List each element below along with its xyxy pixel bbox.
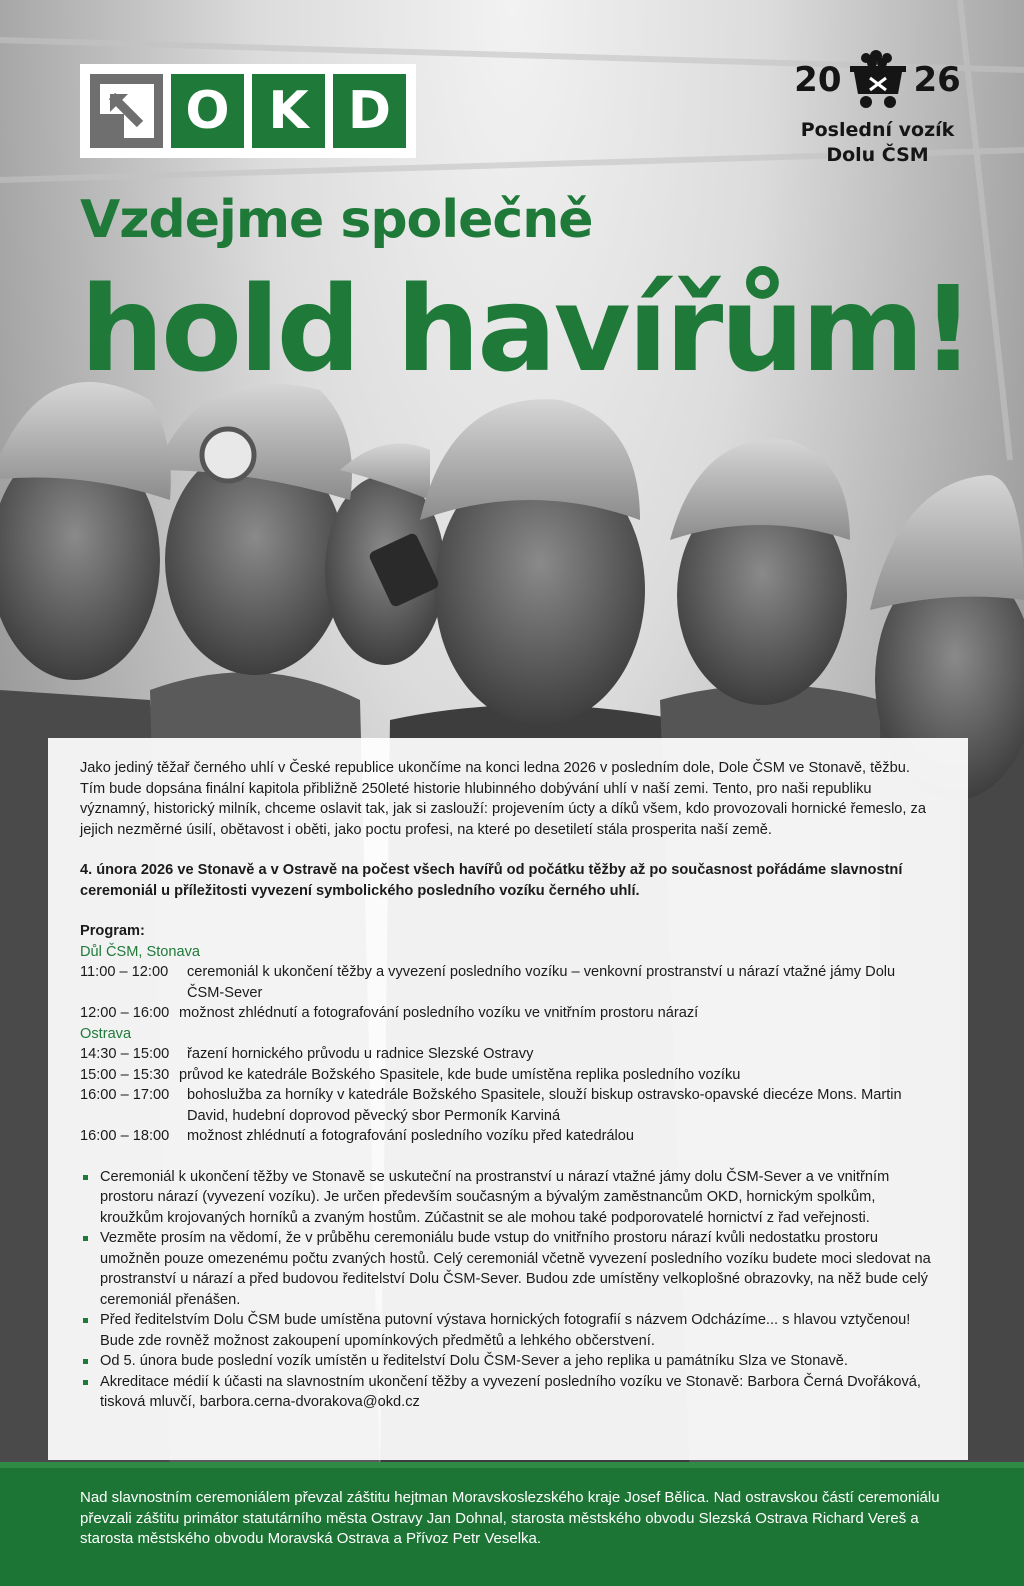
program (80, 921, 936, 1147)
program-item (80, 1044, 936, 1065)
badge-year-left: 20 (794, 60, 842, 100)
badge-line-2: Dolu ČSM (826, 143, 929, 166)
notes-list (80, 1167, 936, 1413)
program-desc: možnost zhlédnutí a fotografování posledního vozíku ve vnitřním prostoru nárazí (179, 1005, 699, 1021)
program-desc: ceremoniál k ukončení těžby a vyvezení posledního vozíku – venkovní prostranství u nárazí vtažné jámy Dolu ČSM-Sever (187, 964, 896, 1001)
program-item (80, 962, 936, 1003)
announcement-paragraph: 4. února 2026 ve Stonavě a v Ostravě na počest všech havířů od počátku těžby až po současnost pořádáme slavnostní ceremoniál u příležitosti vyvezení symbolického posledního vozíku černého uhlí. (80, 862, 903, 899)
program-time: 11:00 – 12:00 (80, 964, 169, 980)
logo-letter-o: O (171, 74, 244, 148)
okd-arrow-mark-icon (90, 74, 163, 148)
logo-letter-k: K (252, 74, 325, 148)
program-desc: bohoslužba za horníky v katedrále Božského Spasitele, slouží biskup ostravsko-opavské diecéze Mons. Martin David, hudební doprovod pěvecký sbor Permoník Karviná (187, 1087, 902, 1124)
note-item: Akreditace médií k účasti na slavnostním ukončení těžby a vyvezení posledního vozíku ve Stonavě: Barbora Černá Dvořáková, tisková mluvčí, barbora.cerna-dvorakova@okd.cz (80, 1372, 936, 1413)
note-item: Od 5. února bude poslední vozík umístěn u ředitelství Dolu ČSM-Sever a jeho replika u památníku Slza ve Stonavě. (80, 1351, 936, 1372)
program-item (80, 1126, 936, 1147)
program-desc: možnost zhlédnutí a fotografování posledního vozíku před katedrálou (187, 1128, 635, 1144)
program-time: 16:00 – 18:00 (80, 1128, 170, 1144)
badge-subtitle (790, 116, 965, 165)
program-desc: průvod ke katedrále Božského Spasitele, kde bude umístěna replika posledního vozíku (179, 1066, 741, 1083)
anniversary-badge (790, 50, 965, 165)
badge-year (790, 50, 965, 110)
footer (0, 1462, 1024, 1586)
program-time: 12:00 – 16:00 (80, 1005, 170, 1021)
okd-logo (80, 64, 416, 158)
program-desc: řazení hornického průvodu u radnice Slezské Ostravy (187, 1046, 534, 1062)
program-item (80, 1065, 936, 1086)
badge-line-1: Poslední vozík (800, 119, 955, 141)
note-item: Ceremoniál k ukončení těžby ve Stonavě se uskuteční na prostranství u nárazí vtažné jámy dolu ČSM-Sever a ve vnitřním prostoru nárazí (vyvezení vozíku). Je určen především současným a bývalým zaměstnancům OKD, hornickým spolkům, kroužkům krojovaných horníků a zvaným hostům. Zúčastnit se ale mohou také podporovatelé hornictví z řad veřejnosti. (80, 1167, 936, 1229)
footer-stripe (0, 1462, 1024, 1468)
badge-year-right: 26 (913, 60, 961, 100)
program-title: Program: (80, 923, 145, 939)
headline-line-2: hold havířům! (80, 260, 973, 398)
mine-cart-icon (846, 50, 910, 110)
program-location-stonava: Důl ČSM, Stonava (80, 943, 201, 960)
info-panel (48, 738, 968, 1460)
program-item (80, 1003, 936, 1024)
program-location-ostrava: Ostrava (80, 1025, 132, 1042)
intro-paragraph: Jako jediný těžař černého uhlí v České republice ukončíme na konci ledna 2026 v posledním dole, Dole ČSM ve Stonavě, těžbu. Tím bude dopsána finální kapitola přibližně 250leté historie hlubinného dobývání uhlí v naší zemi. Tento, pro naši republiku významný, historický milník, chceme oslavit tak, jak si zaslouží: projevením úcty a díků všem, kdo provozovali hornické řemeslo, za jejich nezměrné úsilí, obětavost i oběti, jako poctu profesi, na které po desetiletí stála prosperita naší země. (80, 760, 926, 838)
headline-line-1: Vzdejme společně (80, 190, 593, 250)
program-time: 16:00 – 17:00 (80, 1087, 170, 1103)
program-time: 14:30 – 15:00 (80, 1046, 170, 1062)
program-time: 15:00 – 15:30 (80, 1066, 170, 1083)
note-item: Vezměte prosím na vědomí, že v průběhu ceremoniálu bude vstup do vnitřního prostoru nárazí kvůli nedostatku prostoru umožněn pouze omezenému počtu zvaných hostů. Celý ceremoniál včetně vyvezení posledního vozíku budete moci sledovat na prostranství u nárazí a před budovou ředitelství Dolu ČSM-Sever. Budou zde umístěny velkoplošné obrazovky, na něž bude celý ceremoniál přenášen. (80, 1228, 936, 1310)
note-item: Před ředitelstvím Dolu ČSM bude umístěna putovní výstava hornických fotografií s názvem Odcházíme... s hlavou vztyčenou! Bude zde rovněž možnost zakoupení upomínkových předmětů a lehkého občerstvení. (80, 1310, 936, 1351)
program-item (80, 1085, 936, 1126)
footer-text: Nad slavnostním ceremoniálem převzal záštitu hejtman Moravskoslezského kraje Josef Bělica. Nad ostravskou částí ceremoniálu převzali záštitu primátor statutárního města Ostravy Jan Dohnal, starosta městského obvodu Slezská Ostrava Richard Vereš a starosta městského obvodu Moravská Ostrava a Přívoz Petr Veselka. (80, 1489, 940, 1547)
logo-letter-d: D (333, 74, 406, 148)
okd-mark-svg (96, 80, 158, 142)
